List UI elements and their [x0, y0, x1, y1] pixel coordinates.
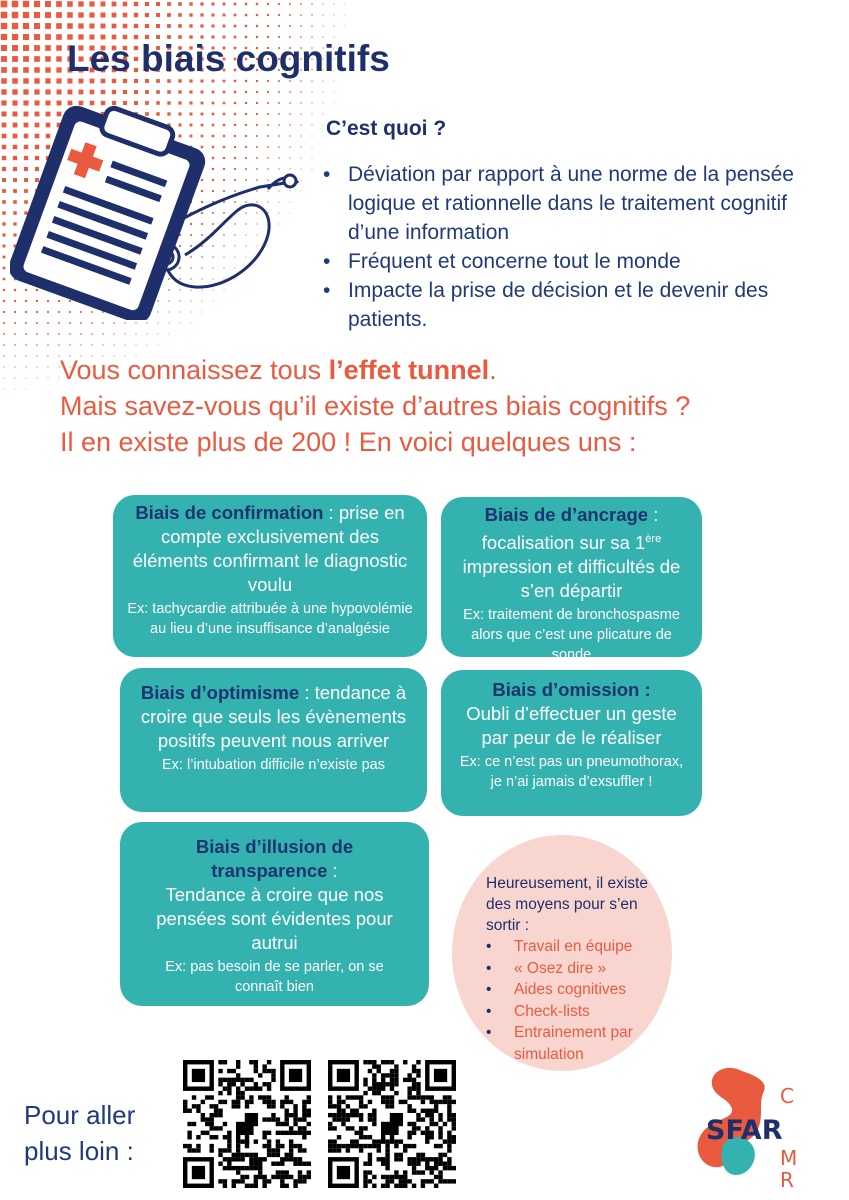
bullet-icon: •	[486, 1024, 492, 1042]
list-item: • Travail en équipe	[486, 936, 666, 958]
bias-example: Ex: l’intubation difficile n’existe pas	[162, 757, 385, 773]
bias-card-confirmation: Biais de confirmation : prise en compte exclusivement des éléments confirmant le diagnostic voulu Ex: tachycardie attribuée à une hypovolémie au lieu d’une insuffisance d’analgésie	[113, 495, 427, 657]
qr-code-icon[interactable]	[328, 1060, 456, 1188]
bias-description: Oubli d’effectuer un geste par peur de le réaliser	[466, 703, 677, 748]
sfar-cmr-logo	[692, 1063, 827, 1188]
list-item: • Impacte la prise de décision et le devenir des patients.	[318, 276, 818, 334]
qr-code-icon[interactable]	[183, 1060, 311, 1188]
list-item: • Check-lists	[486, 1001, 666, 1023]
bias-card-optimisme: Biais d’optimisme : tendance à croire que seuls les évènements positifs peuvent nous arriver Ex: l’intubation difficile n’existe pas	[120, 668, 427, 812]
solutions-intro: Heureusement, il existe des moyens pour s’en sortir :	[486, 875, 648, 934]
bias-example: Ex: tachycardie attribuée à une hypovolémie au lieu d’une insuffisance d’analgésie	[127, 601, 413, 637]
clipboard-icon	[10, 105, 310, 320]
list-item: • Entrainement par simulation	[486, 1024, 633, 1063]
effet-tunnel-highlight: l’effet tunnel	[328, 355, 490, 385]
svg-text:C: C	[780, 1084, 794, 1108]
list-item: • Aides cognitives	[486, 979, 666, 1001]
page-title: Les biais cognitifs	[67, 38, 390, 79]
bias-example: Ex: pas besoin de se parler, on se connaît bien	[165, 959, 384, 995]
bullet-icon: •	[323, 250, 331, 273]
intro-line-2: Mais savez-vous qu’il existe d’autres biais cognitifs ?	[60, 391, 691, 421]
svg-text:M: M	[780, 1146, 798, 1170]
bias-card-omission	[441, 670, 702, 816]
bias-card-ancrage: Biais de d’ancrage : focalisation sur sa 1ère impression et difficultés de s’en départir Ex: traitement de bronchospasme alors que c’est une plicature de sonde	[441, 497, 702, 657]
bullet-icon: •	[323, 163, 331, 186]
bias-description: focalisation sur sa 1ère impression et difficultés de s’en départir	[462, 532, 681, 602]
bias-name: Biais d’omission :	[492, 679, 651, 700]
bullet-icon: •	[486, 959, 492, 977]
bullet-icon: •	[486, 981, 492, 999]
bias-name: Biais d’optimisme	[140, 682, 300, 703]
further-reading-label: Pour aller plus loin :	[24, 1100, 136, 1166]
bias-card-illusion: Biais d’illusion de transparence : Tendance à croire que nos pensées sont évidentes pour autrui Ex: pas besoin de se parler, on se connaît bien	[120, 822, 429, 1006]
bias-name: Biais de d’ancrage	[484, 504, 649, 525]
bias-example: Ex: ce n’est pas un pneumothorax, je n’ai jamais d’exsuffler !	[459, 754, 684, 790]
bias-description: prise en compte exclusivement des éléments confirmant le diagnostic voulu	[132, 502, 408, 595]
bias-name: Biais de confirmation	[135, 502, 324, 523]
bullet-icon: •	[323, 279, 331, 302]
list-item: • Déviation par rapport à une norme de la pensée logique et rationnelle dans le traitement cognitif d’une information	[318, 160, 818, 247]
bias-description: Tendance à croire que nos pensées sont évidentes pour autrui	[156, 884, 393, 953]
intro-line-3: Il en existe plus de 200 ! En voici quelques uns :	[60, 427, 637, 457]
bias-description: tendance à croire que seuls les évènements positifs peuvent nous arriver	[140, 682, 407, 751]
svg-text:R: R	[780, 1168, 794, 1188]
intro-line-1: Vous connaissez tous l’effet tunnel.	[60, 355, 497, 385]
list-item: • « Osez dire »	[486, 958, 666, 980]
bias-example: Ex: traitement de bronchospasme alors que c’est une plicature de sonde	[463, 607, 680, 664]
list-item: • Fréquent et concerne tout le monde	[318, 247, 818, 276]
definition-list	[318, 160, 818, 334]
bullet-icon: •	[486, 938, 492, 955]
bias-name: Biais d’illusion de transparence	[195, 836, 354, 881]
intro-text	[60, 352, 840, 460]
solutions-list	[486, 936, 666, 1066]
what-heading: C’est quoi ?	[326, 117, 447, 140]
logo-text: SFAR	[706, 1115, 783, 1146]
bullet-icon: •	[486, 1002, 492, 1020]
